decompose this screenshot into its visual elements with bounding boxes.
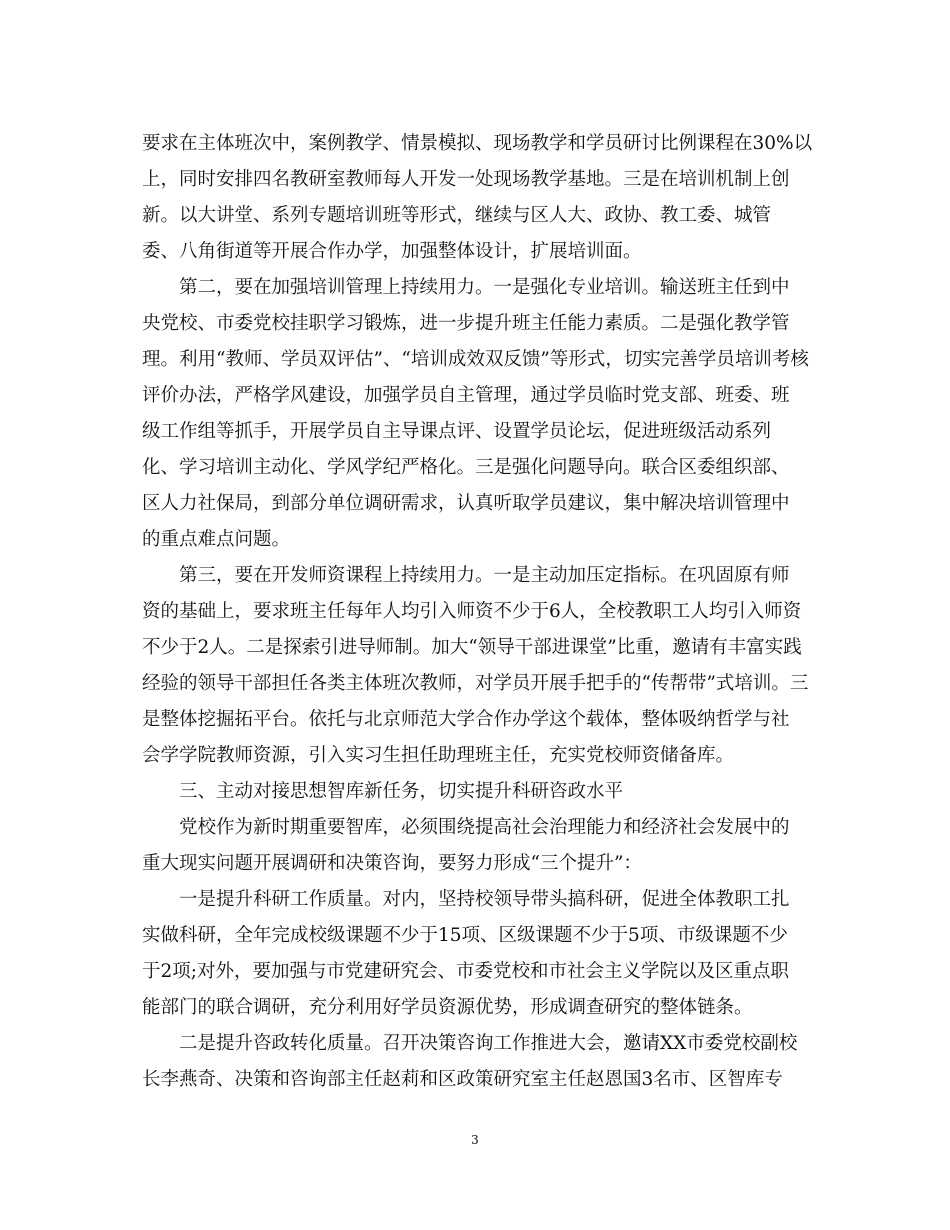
text-line: 重大现实问题开展调研和决策咨询，要努力形成“三个提升”：	[142, 853, 642, 874]
text-line: 新。以大讲堂、系列专题培训班等形式，继续与区人大、政协、教工委、城管	[142, 205, 772, 226]
text-line: 评价办法，严格学风建设，加强学员自主管理，通过学员临时党支部、班委、班	[142, 385, 790, 406]
text-line: 党校作为新时期重要智库，必须围绕提高社会治理能力和经济社会发展中的	[142, 817, 790, 838]
body-text	[142, 126, 814, 1098]
text-line: 第三，要在开发师资课程上持续用力。一是主动加压定指标。在巩固原有师	[142, 565, 790, 586]
text-line: 资的基础上，要求班主任每年人均引入师资不少于6人，全校教职工人均引入师资	[142, 601, 802, 622]
text-line: 区人力社保局，到部分单位调研需求，认真听取学员建议，集中解决培训管理中	[142, 493, 790, 514]
text-line: 会学学院教师资源，引入实习生担任助理班主任，充实党校师资储备库。	[142, 745, 735, 766]
text-line: 化、学习培训主动化、学风学纪严格化。三是强化问题导向。联合区委组织部、	[142, 457, 790, 478]
text-line: 上，同时安排四名教研室教师每人开发一处现场教学基地。三是在培训机制上创	[142, 169, 790, 190]
text-line: 委、八角街道等开展合作办学，加强整体设计，扩展培训面。	[142, 241, 642, 262]
text-line: 实做科研，全年完成校级课题不少于15项、区级课题不少于5项、市级课题不少	[142, 925, 788, 946]
text-line: 级工作组等抓手，开展学员自主导课点评、设置学员论坛，促进班级活动系列	[142, 421, 772, 442]
text-line: 能部门的联合调研，充分利用好学员资源优势，形成调查研究的整体链条。	[142, 997, 753, 1018]
text-line: 二是提升咨政转化质量。召开决策咨询工作推进大会，邀请XX市委党校副校	[142, 1033, 798, 1054]
text-line: 要求在主体班次中，案例教学、情景模拟、现场教学和学员研讨比例课程在30%以	[142, 133, 813, 154]
text-line: 长李燕奇、决策和咨询部主任赵莉和区政策研究室主任赵恩国3名市、区智库专	[142, 1069, 783, 1090]
text-line: 的重点难点问题。	[142, 529, 291, 550]
text-line: 于2项;对外，要加强与市党建研究会、市委党校和市社会主义学院以及区重点职	[142, 961, 790, 982]
section-heading: 三、主动对接思想智库新任务，切实提升科研咨政水平	[142, 781, 624, 802]
text-line: 理。利用“教师、学员双评估”、“培训成效双反馈”等形式，切实完善学员培训考核	[142, 349, 809, 370]
text-line: 是整体挖掘拓平台。依托与北京师范大学合作办学这个载体，整体吸纳哲学与社	[142, 709, 790, 730]
text-line: 第二，要在加强培训管理上持续用力。一是强化专业培训。输送班主任到中	[142, 277, 790, 298]
page-number: 3	[471, 1133, 479, 1147]
text-line: 一是提升科研工作质量。对内，坚持校领导带头搞科研，促进全体教职工扎	[142, 889, 790, 910]
text-line: 央党校、市委党校挂职学习锻炼，进一步提升班主任能力素质。二是强化教学管	[142, 313, 790, 334]
text-line: 不少于2人。二是探索引进导师制。加大“领导干部进课堂”比重，邀请有丰富实践	[142, 637, 802, 658]
text-line: 经验的领导干部担任各类主体班次教师，对学员开展手把手的“传帮带”式培训。三	[142, 673, 809, 694]
